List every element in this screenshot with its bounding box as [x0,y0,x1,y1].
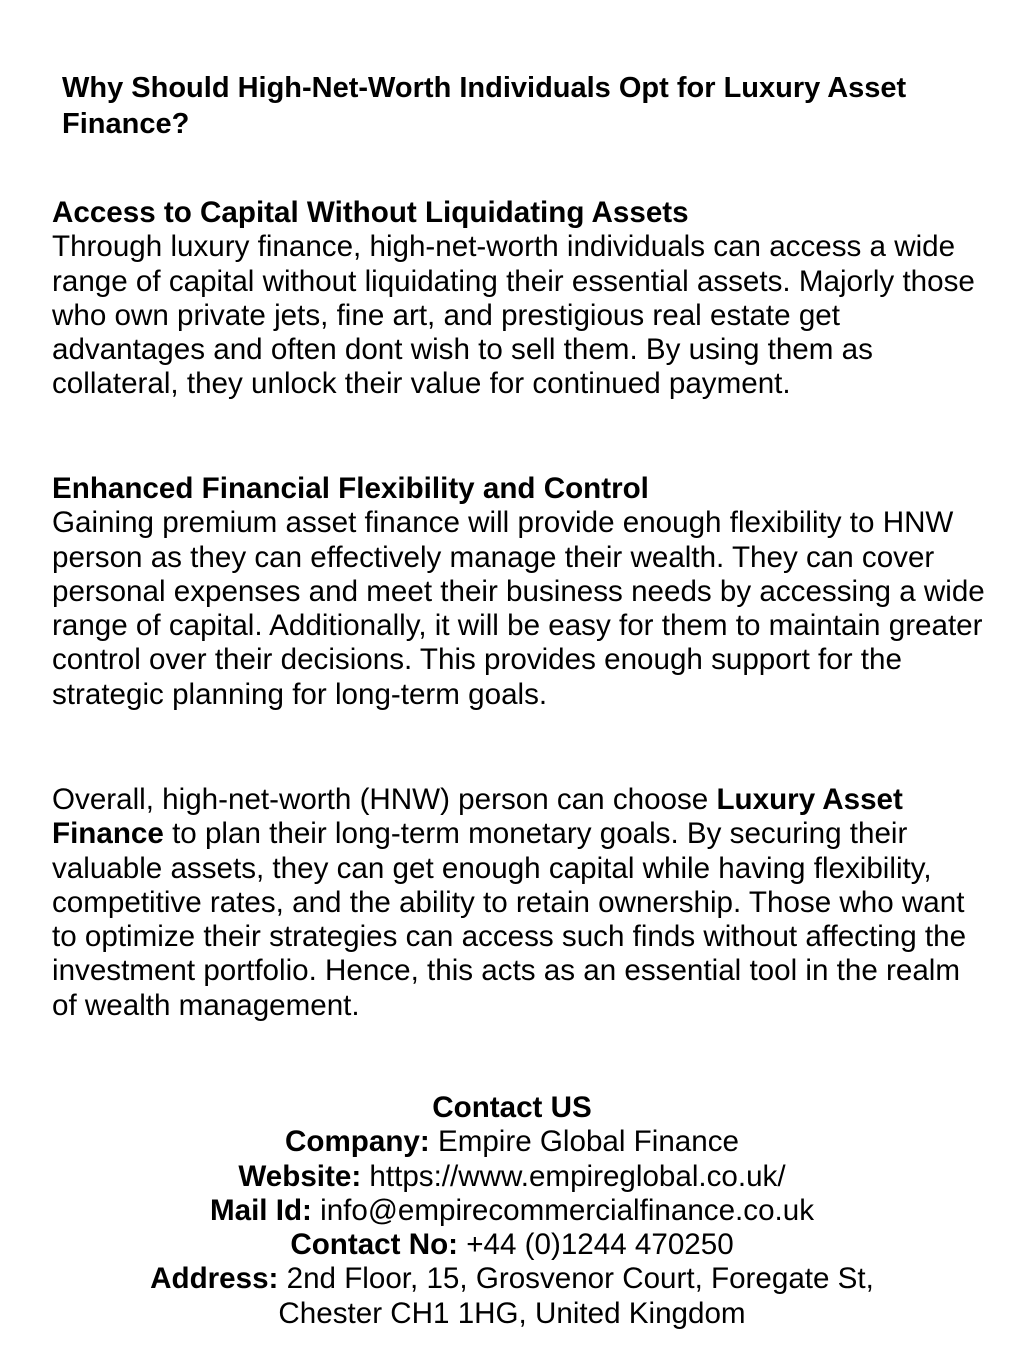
contact-block [0,1091,1024,1331]
contact-company [0,1125,1024,1159]
company-value: Empire Global Finance [429,1125,739,1159]
summary-rest: to plan their long-term monetary goals. By securing their valuable assets, they can get enough capital while having flexibility, competitive rates, and the ability to retain ownership. Those who want to optimize their strategies can access such finds without affecting the investment portfolio. Hence, this acts as an essential tool in the realm of wealth management. [52,817,967,1022]
address-label: Address: [150,1262,279,1296]
mail-value: info@empirecommercialfinance.co.uk [311,1193,815,1227]
website-label: Website: [238,1159,362,1193]
phone-value: +44 (0)1244 470250 [458,1228,734,1262]
mail-label: Mail Id: [209,1193,312,1227]
contact-phone [0,1228,1024,1262]
contact-address [0,1262,1024,1296]
section-heading: Enhanced Financial Flexibility and Control [52,472,649,505]
section-overall-summary [52,783,987,1023]
contact-website [0,1160,1024,1194]
phone-label: Contact No: [290,1228,459,1262]
summary-intro: Overall, high-net-worth (HNW) person can choose [52,783,717,816]
section-body: Gaining premium asset finance will provide enough flexibility to HNW person as they can effectively manage their wealth. They can cover personal expenses and meet their business needs by accessing a wide range of capital. Additionally, it will be easy for them to maintain greater control over their decisions. This provides enough support for the strategic planning for long-term goals. [52,506,985,711]
section-access-to-capital [52,196,987,402]
company-label: Company: [285,1125,430,1159]
website-value: https://www.empireglobal.co.uk/ [361,1159,786,1193]
address-line-1: 2nd Floor, 15, Grosvenor Court, Foregate St, [278,1262,874,1296]
section-heading: Access to Capital Without Liquidating Assets [52,196,689,229]
summary-paragraph [52,783,987,1023]
page-title: Why Should High-Net-Worth Individuals Opt for Luxury Asset Finance? [62,72,907,140]
section-financial-flexibility [52,472,987,712]
summary-bold-term: Luxury Asset Finance [52,783,903,851]
section-body: Through luxury finance, high-net-worth individuals can access a wide range of capital without liquidating their essential assets. Majorly those who own private jets, fine art, and prestigious real estate get advantages and often dont wish to sell them. By using them as collateral, they unlock their value for continued payment. [52,230,975,401]
contact-mail [0,1194,1024,1228]
contact-address-continued: Chester CH1 1HG, United Kingdom [278,1296,746,1330]
contact-heading: Contact US [432,1091,592,1124]
